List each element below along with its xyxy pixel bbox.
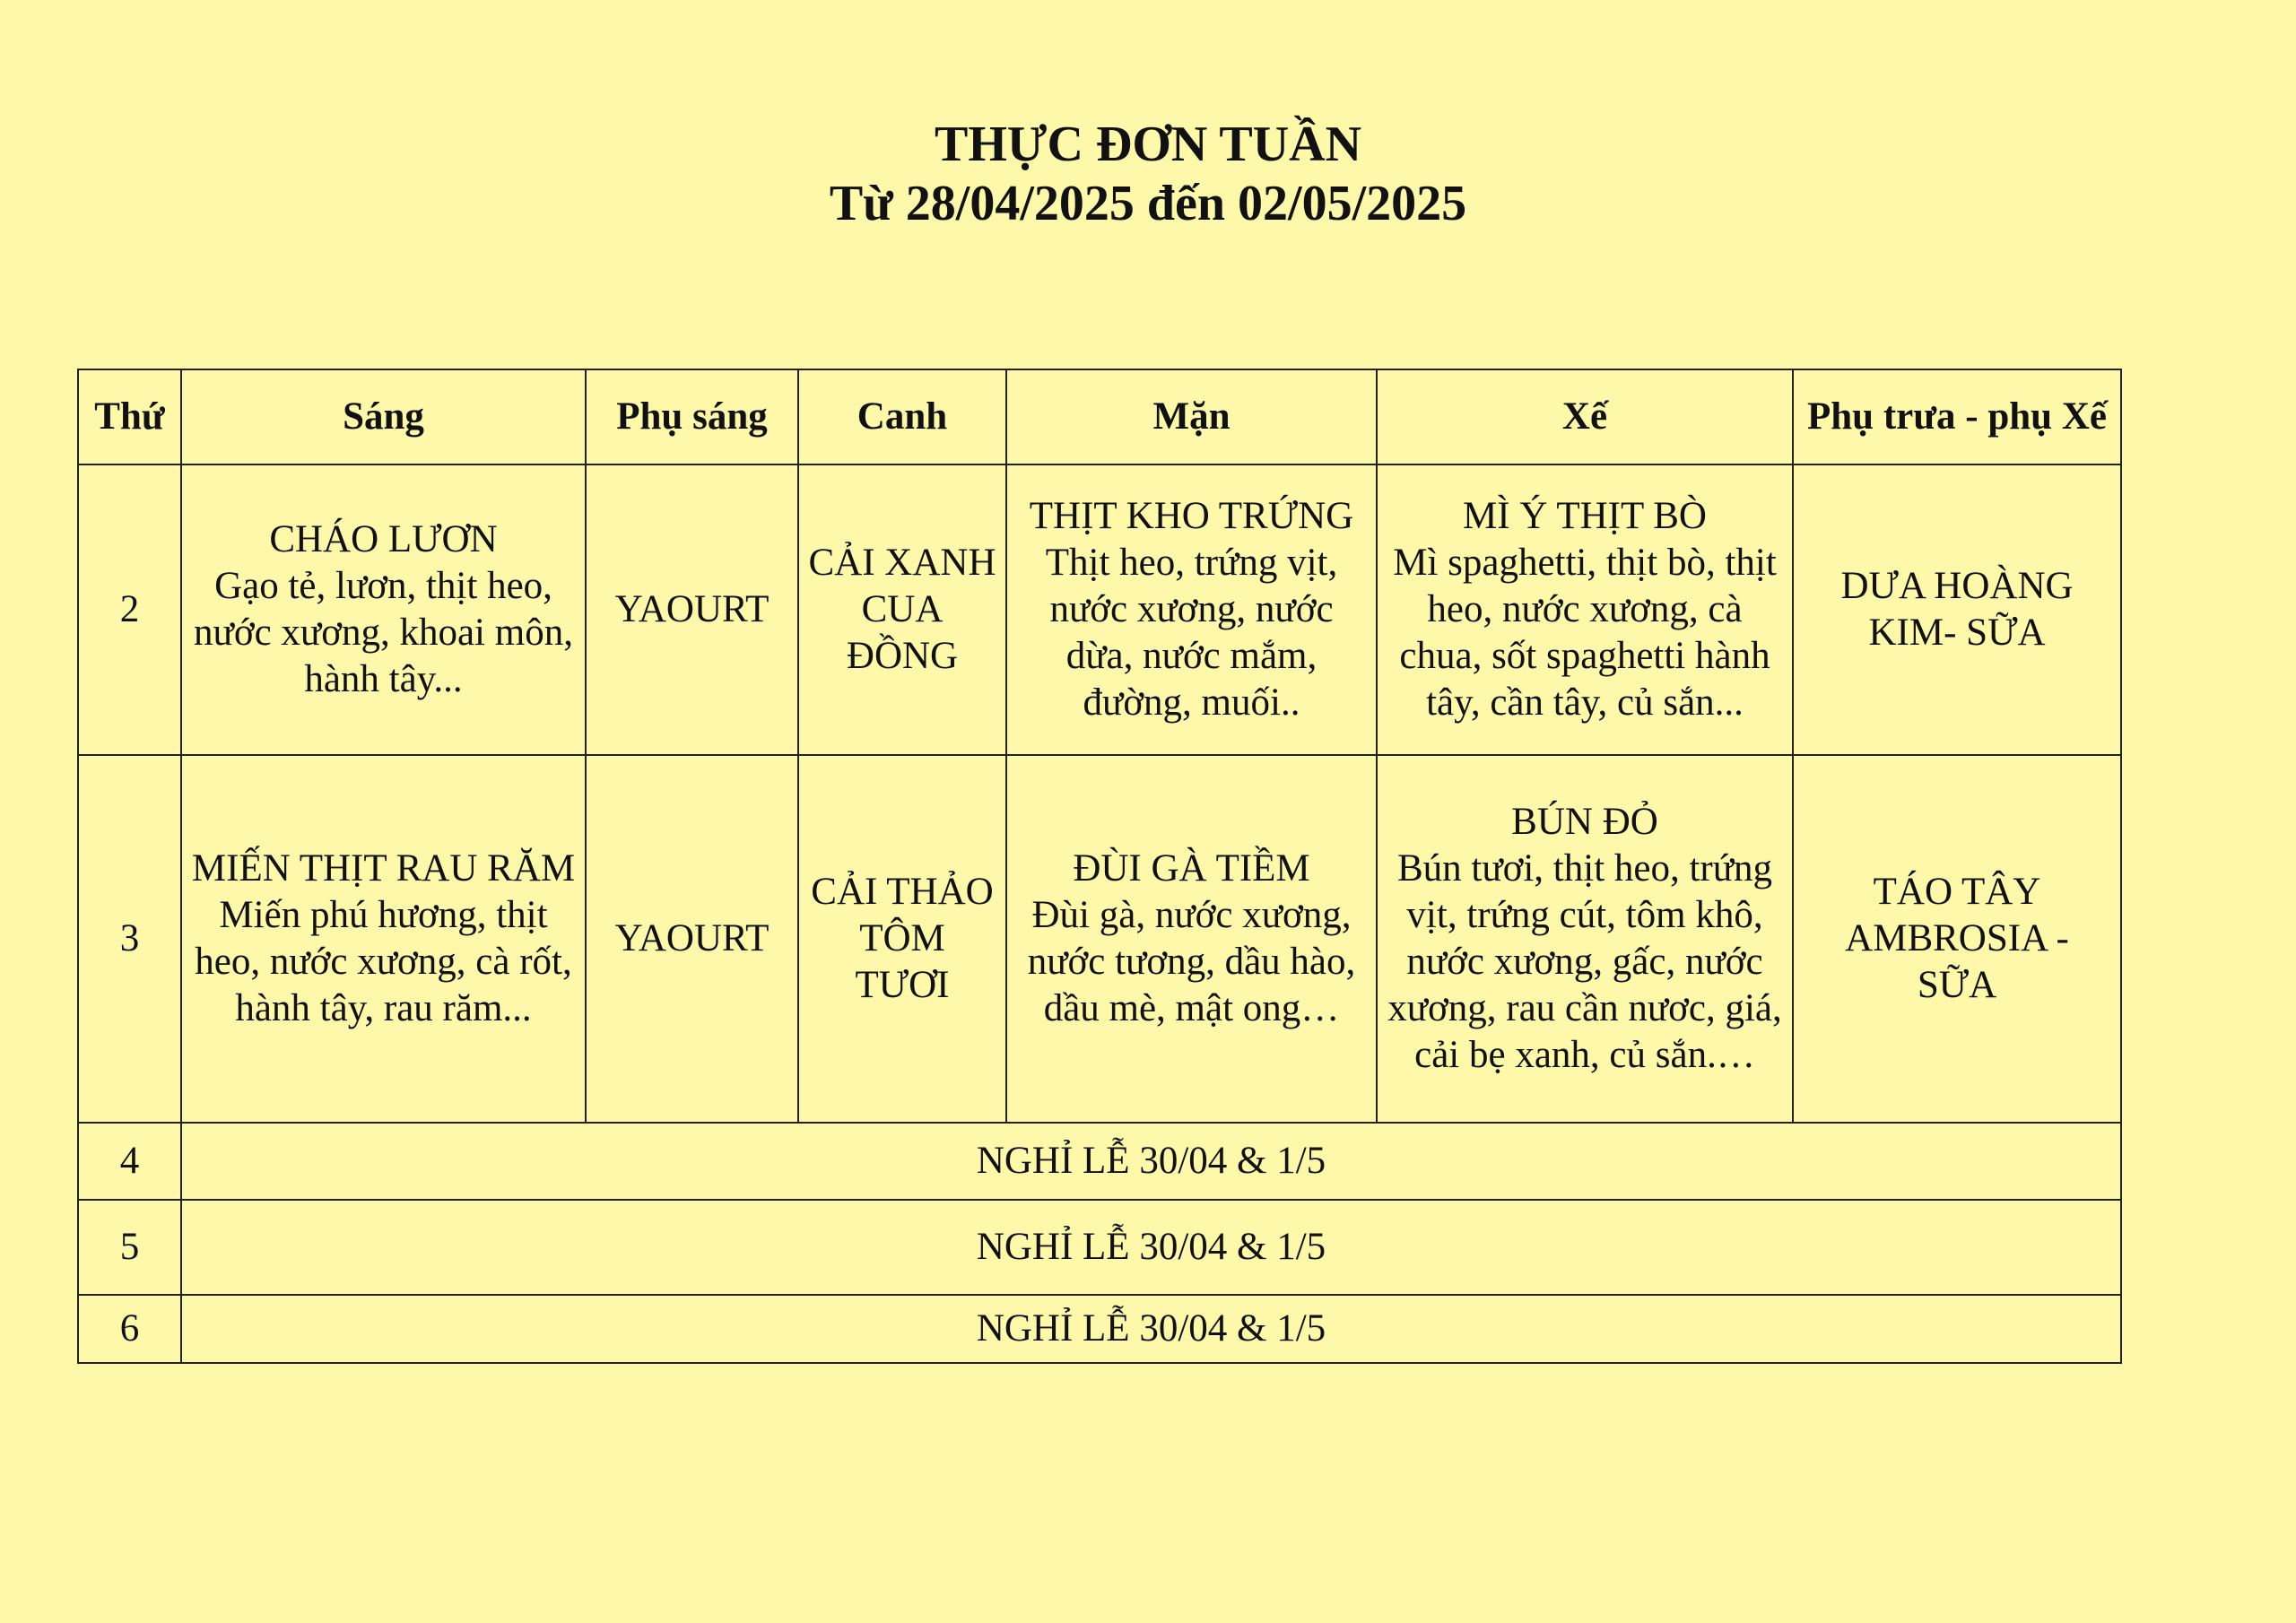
dish-name: BÚN ĐỎ [1511, 801, 1658, 843]
holiday-note: NGHỈ LỄ 30/04 & 1/5 [181, 1295, 2121, 1363]
main-dish-cell [1006, 755, 1377, 1123]
table-row-holiday [78, 1295, 2121, 1363]
holiday-note: NGHỈ LỄ 30/04 & 1/5 [181, 1123, 2121, 1200]
column-header-main-dish: Mặn [1006, 369, 1377, 464]
soup-cell: CẢI THẢO TÔM TƯƠI [798, 755, 1006, 1123]
breakfast-cell [181, 464, 586, 755]
dish-name: ĐÙI GÀ TIỀM [1073, 847, 1310, 890]
dish-ingredients: Đùi gà, nước xương, nước tương, dầu hào, dầu mè, mật ong… [1027, 894, 1356, 1029]
snack-cell: TÁO TÂY AMBROSIA - SỮA [1793, 755, 2121, 1123]
breakfast-side-cell: YAOURT [586, 464, 798, 755]
main-dish-cell [1006, 464, 1377, 755]
table-row-holiday [78, 1123, 2121, 1200]
weekly-menu-table [77, 369, 2122, 1364]
dish-name: MÌ Ý THỊT BÒ [1463, 495, 1707, 537]
dish-name: MIẾN THỊT RAU RĂM [191, 847, 576, 890]
column-header-breakfast-side: Phụ sáng [586, 369, 798, 464]
day-cell: 4 [78, 1123, 181, 1200]
dish-ingredients: Thịt heo, trứng vịt, nước xương, nước dừa, nước mắm, đường, muối.. [1045, 542, 1338, 724]
table-row-tuesday [78, 755, 2121, 1123]
page-title: THỰC ĐƠN TUẦN [934, 117, 1362, 172]
day-cell: 3 [78, 755, 181, 1123]
snack-cell: DƯA HOÀNG KIM- SỮA [1793, 464, 2121, 755]
dish-name: CHÁO LƯƠN [269, 518, 498, 560]
day-cell: 2 [78, 464, 181, 755]
column-header-soup: Canh [798, 369, 1006, 464]
dish-name: THỊT KHO TRỨNG [1029, 495, 1354, 537]
title-block [0, 115, 2296, 233]
breakfast-side-cell: YAOURT [586, 755, 798, 1123]
afternoon-cell [1377, 755, 1793, 1123]
column-header-snack: Phụ trưa - phụ Xế [1793, 369, 2121, 464]
column-header-breakfast: Sáng [181, 369, 586, 464]
page-subtitle: Từ 28/04/2025 đến 02/05/2025 [829, 176, 1467, 231]
table-row-holiday [78, 1200, 2121, 1295]
dish-ingredients: Mì spaghetti, thịt bò, thịt heo, nước xương, cà chua, sốt spaghetti hành tây, cần tây, củ sắn... [1393, 542, 1777, 724]
day-cell: 5 [78, 1200, 181, 1295]
dish-ingredients: Bún tươi, thịt heo, trứng vịt, trứng cút, tôm khô, nước xương, gấc, nước xương, rau cần nươc, giá, cải bẹ xanh, củ sắn.… [1387, 847, 1782, 1076]
dish-ingredients: Gạo tẻ, lươn, thịt heo, nước xương, khoai môn, hành tây... [194, 565, 573, 700]
column-header-afternoon: Xế [1377, 369, 1793, 464]
soup-cell: CẢI XANH CUA ĐỒNG [798, 464, 1006, 755]
afternoon-cell [1377, 464, 1793, 755]
header-row [78, 369, 2121, 464]
day-cell: 6 [78, 1295, 181, 1363]
breakfast-cell [181, 755, 586, 1123]
holiday-note: NGHỈ LỄ 30/04 & 1/5 [181, 1200, 2121, 1295]
table-row-monday [78, 464, 2121, 755]
column-header-day: Thứ [78, 369, 181, 464]
dish-ingredients: Miến phú hương, thịt heo, nước xương, cà rốt, hành tây, rau răm... [195, 894, 572, 1029]
